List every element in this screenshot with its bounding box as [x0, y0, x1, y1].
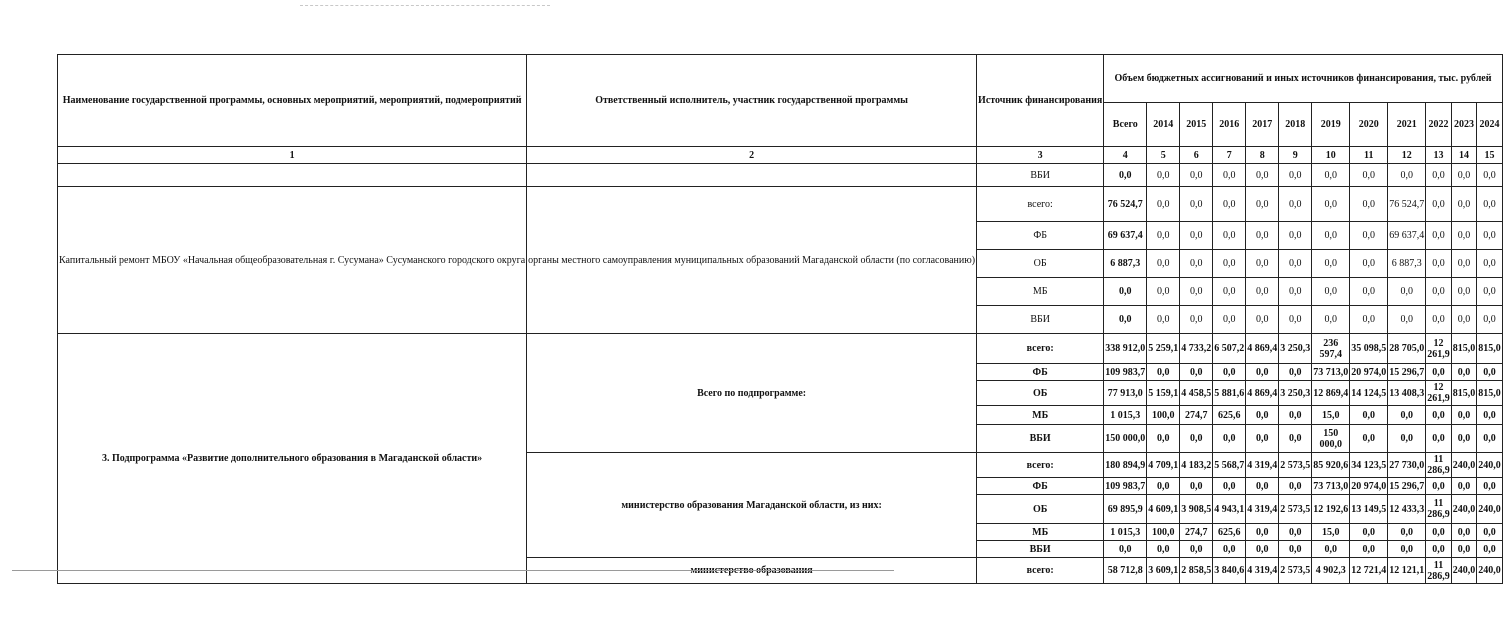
value-cell: 0,0: [1180, 187, 1213, 222]
value-cell: 0,0: [1388, 164, 1426, 187]
value-cell: 0,0: [1426, 164, 1452, 187]
value-cell: 109 983,7: [1104, 364, 1147, 381]
value-cell: 0,0: [1279, 278, 1312, 306]
value-cell: 6 507,2: [1213, 334, 1246, 364]
value-cell: 69 637,4: [1104, 222, 1147, 250]
value-cell: 0,0: [1350, 425, 1388, 453]
value-cell: 815,0: [1451, 334, 1477, 364]
value-cell: 0,0: [1312, 278, 1350, 306]
budget-table: [57, 54, 1503, 584]
value-cell: 0,0: [1451, 364, 1477, 381]
value-cell: 0,0: [1350, 164, 1388, 187]
source-cell: ВБИ: [977, 425, 1104, 453]
value-cell: 0,0: [1180, 306, 1213, 334]
header-year-1: 2014: [1147, 103, 1180, 147]
value-cell: 236 597,4: [1312, 334, 1350, 364]
column-number: 4: [1104, 147, 1147, 164]
value-cell: 4 733,2: [1180, 334, 1213, 364]
value-cell: 815,0: [1477, 381, 1503, 406]
value-cell: 1 015,3: [1104, 406, 1147, 425]
column-number: 15: [1477, 147, 1503, 164]
source-cell: ОБ: [977, 250, 1104, 278]
value-cell: 0,0: [1279, 425, 1312, 453]
column-number: 3: [977, 147, 1104, 164]
value-cell: 4 902,3: [1312, 558, 1350, 584]
value-cell: 0,0: [1104, 278, 1147, 306]
source-cell: ФБ: [977, 222, 1104, 250]
subprogram-3-name: 3. Подпрограмма «Развитие дополнительного образования в Магаданской области»: [58, 334, 527, 584]
value-cell: 0,0: [1477, 278, 1503, 306]
header-year-11: 2024: [1477, 103, 1503, 147]
value-cell: 0,0: [1388, 541, 1426, 558]
column-number: 6: [1180, 147, 1213, 164]
value-cell: 0,0: [1147, 278, 1180, 306]
value-cell: 5 159,1: [1147, 381, 1180, 406]
column-number: 12: [1388, 147, 1426, 164]
value-cell: 4 709,1: [1147, 453, 1180, 478]
value-cell: 0,0: [1180, 478, 1213, 495]
source-cell: всего:: [977, 558, 1104, 584]
value-cell: 0,0: [1426, 524, 1452, 541]
value-cell: 6 887,3: [1104, 250, 1147, 278]
program-name-capital-repair: Капитальный ремонт МБОУ «Начальная общеобразовательная г. Сусумана» Сусуманского городского округа: [58, 187, 527, 334]
value-cell: 0,0: [1213, 425, 1246, 453]
value-cell: 0,0: [1147, 306, 1180, 334]
value-cell: 0,0: [1350, 541, 1388, 558]
empty-cell: [527, 164, 977, 187]
value-cell: 0,0: [1426, 478, 1452, 495]
header-year-5: 2018: [1279, 103, 1312, 147]
value-cell: 0,0: [1426, 406, 1452, 425]
value-cell: 0,0: [1388, 406, 1426, 425]
value-cell: 28 705,0: [1388, 334, 1426, 364]
value-cell: 0,0: [1477, 306, 1503, 334]
value-cell: 0,0: [1213, 222, 1246, 250]
value-cell: 15,0: [1312, 524, 1350, 541]
value-cell: 4 183,2: [1180, 453, 1213, 478]
value-cell: 0,0: [1312, 306, 1350, 334]
value-cell: 0,0: [1350, 187, 1388, 222]
source-cell: ВБИ: [977, 164, 1104, 187]
value-cell: 0,0: [1213, 478, 1246, 495]
value-cell: 76 524,7: [1104, 187, 1147, 222]
value-cell: 0,0: [1180, 278, 1213, 306]
value-cell: 0,0: [1426, 306, 1452, 334]
value-cell: 12 721,4: [1350, 558, 1388, 584]
value-cell: 0,0: [1279, 406, 1312, 425]
value-cell: 4 319,4: [1246, 558, 1279, 584]
header-year-6: 2019: [1312, 103, 1350, 147]
value-cell: 2 573,5: [1279, 453, 1312, 478]
source-cell: МБ: [977, 406, 1104, 425]
value-cell: 180 894,9: [1104, 453, 1147, 478]
header-year-8: 2021: [1388, 103, 1426, 147]
source-cell: ВБИ: [977, 306, 1104, 334]
value-cell: 0,0: [1147, 478, 1180, 495]
value-cell: 12 261,9: [1427, 382, 1450, 404]
value-cell: 0,0: [1279, 250, 1312, 278]
header-budget-group: Объем бюджетных ассигнований и иных источников финансирования, тыс. рублей: [1104, 55, 1503, 103]
source-cell: ВБИ: [977, 541, 1104, 558]
value-cell: 0,0: [1312, 222, 1350, 250]
value-cell: 0,0: [1477, 425, 1503, 453]
column-number: 9: [1279, 147, 1312, 164]
source-cell: ФБ: [977, 478, 1104, 495]
value-cell: 240,0: [1451, 453, 1477, 478]
value-cell: 12 869,4: [1312, 381, 1350, 406]
value-cell: 3 250,3: [1279, 334, 1312, 364]
value-cell: 4 869,4: [1246, 334, 1279, 364]
value-cell: 0,0: [1246, 364, 1279, 381]
value-cell: 0,0: [1279, 306, 1312, 334]
value-cell: 274,7: [1180, 406, 1213, 425]
value-cell: 0,0: [1147, 222, 1180, 250]
value-cell: 12 121,1: [1388, 558, 1426, 584]
value-cell: 0,0: [1213, 541, 1246, 558]
page-edge-line: [300, 5, 550, 6]
value-cell: 4 609,1: [1147, 495, 1180, 524]
value-cell: 0,0: [1180, 364, 1213, 381]
header-year-7: 2020: [1350, 103, 1388, 147]
value-cell: 0,0: [1246, 164, 1279, 187]
value-cell: 0,0: [1246, 478, 1279, 495]
value-cell: 0,0: [1477, 478, 1503, 495]
value-cell: 625,6: [1213, 524, 1246, 541]
value-cell: 240,0: [1477, 453, 1503, 478]
value-cell: 0,0: [1279, 187, 1312, 222]
header-year-0: Всего: [1104, 103, 1147, 147]
source-cell: ОБ: [977, 495, 1104, 524]
value-cell: 0,0: [1350, 278, 1388, 306]
value-cell: 0,0: [1477, 250, 1503, 278]
value-cell: 0,0: [1213, 187, 1246, 222]
value-cell: 0,0: [1451, 164, 1477, 187]
value-cell: 2 573,5: [1279, 495, 1312, 524]
value-cell: 0,0: [1180, 250, 1213, 278]
value-cell: 4 869,4: [1246, 381, 1279, 406]
value-cell: 15,0: [1312, 406, 1350, 425]
source-cell: ОБ: [977, 381, 1104, 406]
value-cell: 0,0: [1388, 425, 1426, 453]
value-cell: 0,0: [1279, 364, 1312, 381]
value-cell: 0,0: [1180, 222, 1213, 250]
column-number: 14: [1451, 147, 1477, 164]
header-executor: Ответственный исполнитель, участник государственной программы: [527, 55, 977, 147]
value-cell: 34 123,5: [1350, 453, 1388, 478]
value-cell: 0,0: [1312, 541, 1350, 558]
value-cell: 13 149,5: [1350, 495, 1388, 524]
source-cell: МБ: [977, 278, 1104, 306]
value-cell: 14 124,5: [1350, 381, 1388, 406]
executor-local-government: органы местного самоуправления муниципальных образований Магаданской области (по согласованию): [527, 187, 977, 334]
value-cell: 0,0: [1451, 278, 1477, 306]
value-cell: 0,0: [1312, 187, 1350, 222]
value-cell: 274,7: [1180, 524, 1213, 541]
value-cell: 0,0: [1279, 222, 1312, 250]
value-cell: 0,0: [1147, 250, 1180, 278]
value-cell: 0,0: [1312, 250, 1350, 278]
value-cell: 0,0: [1426, 187, 1452, 222]
value-cell: 5 259,1: [1147, 334, 1180, 364]
value-cell: 240,0: [1451, 495, 1477, 524]
value-cell: 20 974,0: [1350, 478, 1388, 495]
value-cell: 12 433,3: [1388, 495, 1426, 524]
value-cell: 0,0: [1426, 364, 1452, 381]
value-cell: 0,0: [1180, 164, 1213, 187]
value-cell: 0,0: [1426, 541, 1452, 558]
column-number: 11: [1350, 147, 1388, 164]
value-cell: 0,0: [1350, 306, 1388, 334]
value-cell: 15 296,7: [1388, 364, 1426, 381]
value-cell: 35 098,5: [1350, 334, 1388, 364]
value-cell: 20 974,0: [1350, 364, 1388, 381]
header-year-3: 2016: [1213, 103, 1246, 147]
value-cell: 77 913,0: [1104, 381, 1147, 406]
value-cell: 0,0: [1426, 222, 1452, 250]
value-cell: 0,0: [1213, 306, 1246, 334]
column-number: 7: [1213, 147, 1246, 164]
value-cell: 0,0: [1451, 524, 1477, 541]
value-cell: 338 912,0: [1104, 334, 1147, 364]
value-cell: 0,0: [1246, 306, 1279, 334]
value-cell: 0,0: [1213, 278, 1246, 306]
value-cell: 0,0: [1312, 164, 1350, 187]
value-cell: 12 261,9: [1426, 334, 1452, 364]
source-cell: всего:: [977, 334, 1104, 364]
value-cell: 27 730,0: [1388, 453, 1426, 478]
value-cell: 0,0: [1477, 164, 1503, 187]
value-cell: 0,0: [1451, 406, 1477, 425]
column-number: 8: [1246, 147, 1279, 164]
value-cell: 11 286,9: [1426, 495, 1452, 524]
column-number: 1: [58, 147, 527, 164]
value-cell: 0,0: [1477, 406, 1503, 425]
column-number: 5: [1147, 147, 1180, 164]
value-cell: 240,0: [1451, 558, 1477, 584]
value-cell: 4 943,1: [1213, 495, 1246, 524]
source-cell: всего:: [977, 453, 1104, 478]
page-bottom-line: [12, 570, 894, 571]
value-cell: 0,0: [1213, 364, 1246, 381]
value-cell: 0,0: [1451, 222, 1477, 250]
value-cell: 109 983,7: [1104, 478, 1147, 495]
value-cell: 2 858,5: [1180, 558, 1213, 584]
value-cell: 15 296,7: [1388, 478, 1426, 495]
header-year-4: 2017: [1246, 103, 1279, 147]
value-cell: 3 250,3: [1279, 381, 1312, 406]
value-cell: 0,0: [1180, 425, 1213, 453]
value-cell: 0,0: [1350, 406, 1388, 425]
value-cell: 58 712,8: [1104, 558, 1147, 584]
value-cell: 100,0: [1147, 406, 1180, 425]
value-cell: 3 908,5: [1180, 495, 1213, 524]
value-cell: 0,0: [1350, 524, 1388, 541]
value-cell: 0,0: [1104, 541, 1147, 558]
value-cell: 0,0: [1213, 164, 1246, 187]
value-cell: 100,0: [1147, 524, 1180, 541]
value-cell: 240,0: [1477, 558, 1503, 584]
value-cell: 0,0: [1279, 478, 1312, 495]
value-cell: 0,0: [1477, 222, 1503, 250]
value-cell: 0,0: [1451, 187, 1477, 222]
value-cell: 0,0: [1213, 250, 1246, 278]
value-cell: 0,0: [1180, 541, 1213, 558]
value-cell: 1 015,3: [1104, 524, 1147, 541]
value-cell: 240,0: [1477, 495, 1503, 524]
header-year-2: 2015: [1180, 103, 1213, 147]
value-cell: 0,0: [1451, 541, 1477, 558]
value-cell: 0,0: [1147, 187, 1180, 222]
value-cell: 150 000,0: [1312, 425, 1350, 453]
value-cell: 0,0: [1477, 541, 1503, 558]
value-cell: 0,0: [1388, 306, 1426, 334]
value-cell: 3 840,6: [1213, 558, 1246, 584]
value-cell: 69 637,4: [1388, 222, 1426, 250]
value-cell: 0,0: [1104, 164, 1147, 187]
value-cell: 0,0: [1147, 425, 1180, 453]
source-cell: МБ: [977, 524, 1104, 541]
value-cell: 4 319,4: [1246, 495, 1279, 524]
value-cell: 0,0: [1246, 250, 1279, 278]
column-number: 10: [1312, 147, 1350, 164]
value-cell: 0,0: [1246, 406, 1279, 425]
value-cell: 4 319,4: [1246, 453, 1279, 478]
value-cell: 3 609,1: [1147, 558, 1180, 584]
value-cell: 0,0: [1477, 187, 1503, 222]
value-cell: 0,0: [1477, 364, 1503, 381]
value-cell: 85 920,6: [1312, 453, 1350, 478]
value-cell: 0,0: [1451, 478, 1477, 495]
empty-cell: [58, 164, 527, 187]
value-cell: 0,0: [1147, 164, 1180, 187]
value-cell: 0,0: [1246, 187, 1279, 222]
header-year-9: 2022: [1426, 103, 1452, 147]
value-cell: 0,0: [1426, 425, 1452, 453]
value-cell: 625,6: [1213, 406, 1246, 425]
value-cell: 4 458,5: [1180, 381, 1213, 406]
value-cell: 0,0: [1246, 425, 1279, 453]
value-cell: 0,0: [1451, 250, 1477, 278]
value-cell: 5 881,6: [1213, 381, 1246, 406]
value-cell: 815,0: [1451, 381, 1477, 406]
source-cell: ФБ: [977, 364, 1104, 381]
value-cell: 12 192,6: [1312, 495, 1350, 524]
value-cell: 0,0: [1246, 541, 1279, 558]
header-source: Источник финансирования: [977, 55, 1104, 147]
value-cell: 0,0: [1279, 541, 1312, 558]
value-cell: 0,0: [1350, 222, 1388, 250]
column-number: 13: [1426, 147, 1452, 164]
value-cell: 0,0: [1388, 524, 1426, 541]
value-cell: 0,0: [1451, 425, 1477, 453]
value-cell: 0,0: [1451, 306, 1477, 334]
value-cell: 6 887,3: [1388, 250, 1426, 278]
value-cell: 0,0: [1350, 250, 1388, 278]
value-cell: 0,0: [1246, 222, 1279, 250]
value-cell: 69 895,9: [1104, 495, 1147, 524]
executor-total-subprogram: Всего по подпрограмме:: [527, 334, 977, 453]
value-cell: 0,0: [1147, 541, 1180, 558]
value-cell: 0,0: [1426, 250, 1452, 278]
value-cell: 0,0: [1147, 364, 1180, 381]
value-cell: 5 568,7: [1213, 453, 1246, 478]
value-cell: 73 713,0: [1312, 478, 1350, 495]
value-cell: 76 524,7: [1388, 187, 1426, 222]
value-cell: 73 713,0: [1312, 364, 1350, 381]
value-cell: 0,0: [1426, 278, 1452, 306]
value-cell: 11 286,9: [1427, 454, 1450, 476]
column-number: 2: [527, 147, 977, 164]
value-cell: 0,0: [1104, 306, 1147, 334]
value-cell: 0,0: [1246, 524, 1279, 541]
value-cell: 0,0: [1388, 278, 1426, 306]
header-program-name: Наименование государственной программы, основных мероприятий, мероприятий, подмероприятий: [58, 55, 527, 147]
value-cell: 150 000,0: [1104, 425, 1147, 453]
value-cell: 11 286,9: [1427, 559, 1450, 582]
header-year-10: 2023: [1451, 103, 1477, 147]
executor-ministry-education-2: министерство образования: [527, 558, 977, 584]
value-cell: 2 573,5: [1279, 558, 1312, 584]
value-cell: 0,0: [1279, 164, 1312, 187]
value-cell: 0,0: [1279, 524, 1312, 541]
source-cell: всего:: [977, 187, 1104, 222]
value-cell: 0,0: [1477, 524, 1503, 541]
executor-ministry-education: министерство образования Магаданской области, из них:: [527, 453, 977, 558]
value-cell: 0,0: [1246, 278, 1279, 306]
value-cell: 815,0: [1477, 334, 1503, 364]
value-cell: 13 408,3: [1388, 381, 1426, 406]
